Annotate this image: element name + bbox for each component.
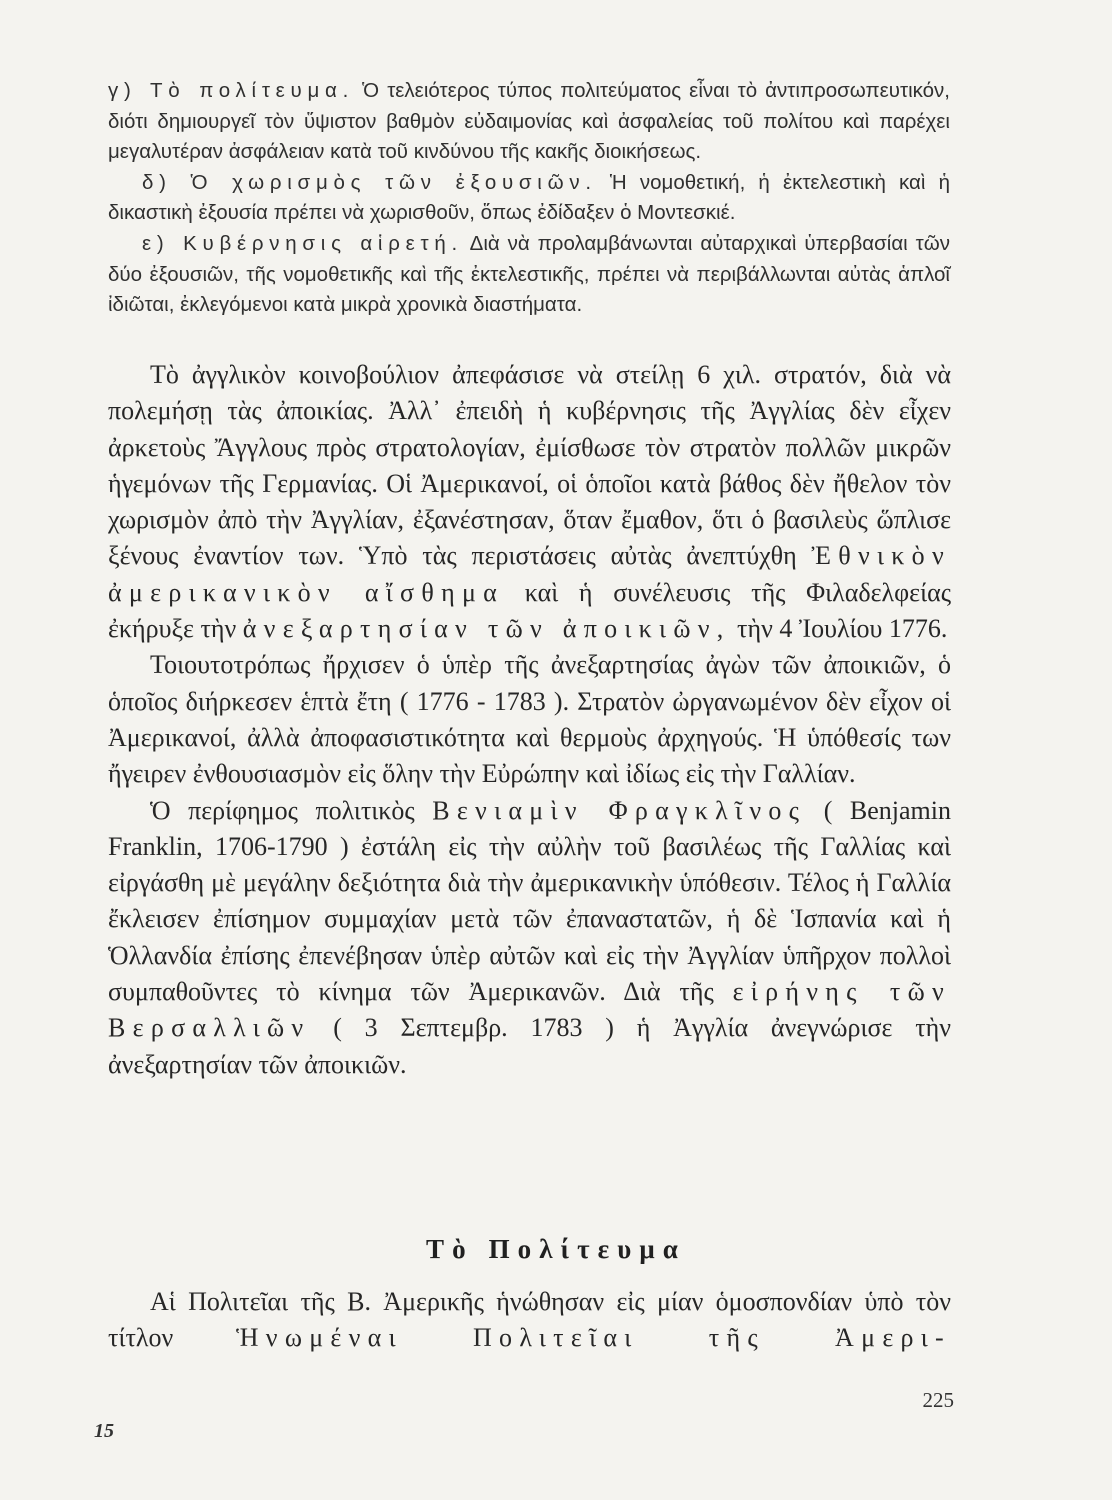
- term-elected-government: ε) Κυβέρνησις αἱρετή.: [142, 231, 463, 255]
- text-polity: Ὁ τελειότερος τύπος πολιτεύματος εἶναι τὸ ἀντιπροσωπευτικόν, διότι δημιουργεῖ τὸν ὕψιστον βαθμὸν εὐδαιμονίας καὶ ἀσφαλείας τοῦ πολίτου καὶ παρέχει μεγαλυτέραν ἀσφάλειαν κατὰ τοῦ κινδύνου τῆς κακῆς διοικήσεως.: [108, 79, 950, 164]
- small-print-block: [108, 76, 950, 321]
- text-union: Αἱ Πολιτεῖαι τῆς Β. Ἀμερικῆς ἡνώθησαν εἰς μίαν ὁμοσπονδίαν ὑπὸ τὸν τίτλον: [108, 1287, 951, 1353]
- text-parliament-c: τὴν 4 Ἰουλίου 1776.: [737, 614, 948, 644]
- term-polity: γ) Τὸ πολίτευμα.: [108, 79, 355, 102]
- main-text-block: [108, 357, 951, 1083]
- term-separation: δ) Ὁ χωρισμὸς τῶν ἐξουσιῶν.: [142, 170, 597, 194]
- text-elected-government: Διὰ νὰ προλαμβάνωνται αὐταρχικαὶ ὑπερβασίαι τῶν δύο ἐξουσιῶν, τῆς νομοθετικῆς καὶ τῆς ἐκτελεστικῆς, πρέπει νὰ περιβάλλωνται αὐτὰς ἁπλοῖ ἰδιῶται, ἐκλεγόμενοι κατὰ μικρὰ χρονικὰ διαστήματα.: [108, 231, 950, 317]
- text-separation: Ἡ νομοθετική, ἡ ἐκτελεστικὴ καὶ ἡ δικαστικὴ ἐξουσία πρέπει νὰ χωρισθοῦν, ὅπως ἐδίδαξεν ὁ Μοντεσκιέ.: [108, 170, 950, 225]
- spaced-independence: ἀνεξαρτησίαν τῶν ἀποικιῶν,: [242, 614, 731, 644]
- text-franklin-a: Ὁ περίφημος πολιτικὸς: [150, 795, 415, 825]
- signature-mark: 15: [94, 1420, 114, 1442]
- text-parliament-a: Τὸ ἀγγλικὸν κοινοβούλιον ἀπεφάσισε νὰ στείλῃ 6 χιλ. στρατόν, διὰ νὰ πολεμήσῃ τὰς ἀποικίας. Ἀλλ᾽ ἐπειδὴ ἡ κυβέρνησις τῆς Ἀγγλίας δὲν εἶχεν ἀρκετοὺς Ἄγγλους πρὸς στρατολογίαν, ἐμίσθωσε τὸν στρατὸν πολλῶν μικρῶν ἡγεμόνων τῆς Γερμανίας. Οἱ Ἀμερικανοί, οἱ ὁποῖοι κατὰ βάθος δὲν ἤθελον τὸν χωρισμὸν ἀπὸ τὴν Ἀγγλίαν, ἐξανέστησαν, ὅταν ἔμαθον, ὅτι ὁ βασιλεὺς ὥπλισε ξένους ἐναντίον των. Ὑπὸ τὰς περιστάσεις αὐτὰς ἀνεπτύχθη: [108, 360, 951, 571]
- paragraph-separation: [108, 168, 950, 229]
- section-heading: Τὸ Πολίτευμα: [426, 1234, 686, 1264]
- spaced-versailles: εἰρήνης τῶν Βερσαλλιῶν: [108, 977, 952, 1043]
- text-franklin-c: ( 3 Σεπτεμβρ. 1783 ) ἡ Ἀγγλία ἀνεγνώρισε τὴν ἀνεξαρτησίαν τῶν ἀποικιῶν.: [108, 1013, 952, 1079]
- page-number: 225: [922, 1388, 954, 1412]
- paragraph-polity: [108, 76, 950, 168]
- paragraph-franklin: [108, 793, 951, 1083]
- final-text-block: [108, 1284, 951, 1357]
- text-parliament-b: καὶ ἡ συνέλευσις τῆς Φιλαδελφείας ἐκήρυξε τὴν: [108, 577, 951, 644]
- paragraph-elected-government: [108, 229, 950, 321]
- paragraph-parliament: [108, 357, 951, 647]
- spaced-national-sentiment: Ἐθνικὸν ἀμερικανικὸν αἴσθημα: [108, 541, 951, 607]
- paragraph-union: [108, 1284, 951, 1357]
- text-franklin-b: ( Benjamin Franklin, 1706-1790 ) ἐστάλη εἰς τὴν αὐλὴν τοῦ βασιλέως τῆς Γαλλίας καὶ εἰργάσθη μὲ μεγάλην δεξιότητα διὰ τὴν ἀμερικανικὴν ὑπόθεσιν. Τέλος ἡ Γαλλία ἔκλεισεν ἐπίσημον συμμαχίαν μετὰ τῶν ἐπαναστατῶν, ἡ δὲ Ἱσπανία καὶ ἡ Ὁλλανδία ἐπίσης ἐπενέβησαν ὑπὲρ αὐτῶν καὶ εἰς τὴν Ἀγγλίαν ὑπῆρχον πολλοὶ συμπαθοῦντες τὸ κίνημα τῶν Ἀμερικανῶν. Διὰ τῆς: [108, 795, 951, 1007]
- spaced-franklin: Βενιαμὶν Φραγκλῖνος: [432, 795, 807, 825]
- paragraph-war: Τοιουτοτρόπως ἤρχισεν ὁ ὑπὲρ τῆς ἀνεξαρτησίας ἀγὼν τῶν ἀποικιῶν, ὁ ὁποῖος διήρκεσεν ἑπτὰ ἔτη ( 1776 - 1783 ). Στρατὸν ὠργανωμένον δὲν εἶχον οἱ Ἀμερικανοί, ἀλλὰ ἀποφασιστικότητα καὶ θερμοὺς ἀρχηγούς. Ἡ ὑπόθεσίς των ἤγειρεν ἐνθουσιασμὸν εἰς ὅλην τὴν Εὐρώπην καὶ ἰδίως εἰς τὴν Γαλλίαν.: [108, 650, 951, 789]
- spaced-united-states: Ἡνωμέναι Πολιτεῖαι τῆς Ἀμερι-: [236, 1323, 951, 1353]
